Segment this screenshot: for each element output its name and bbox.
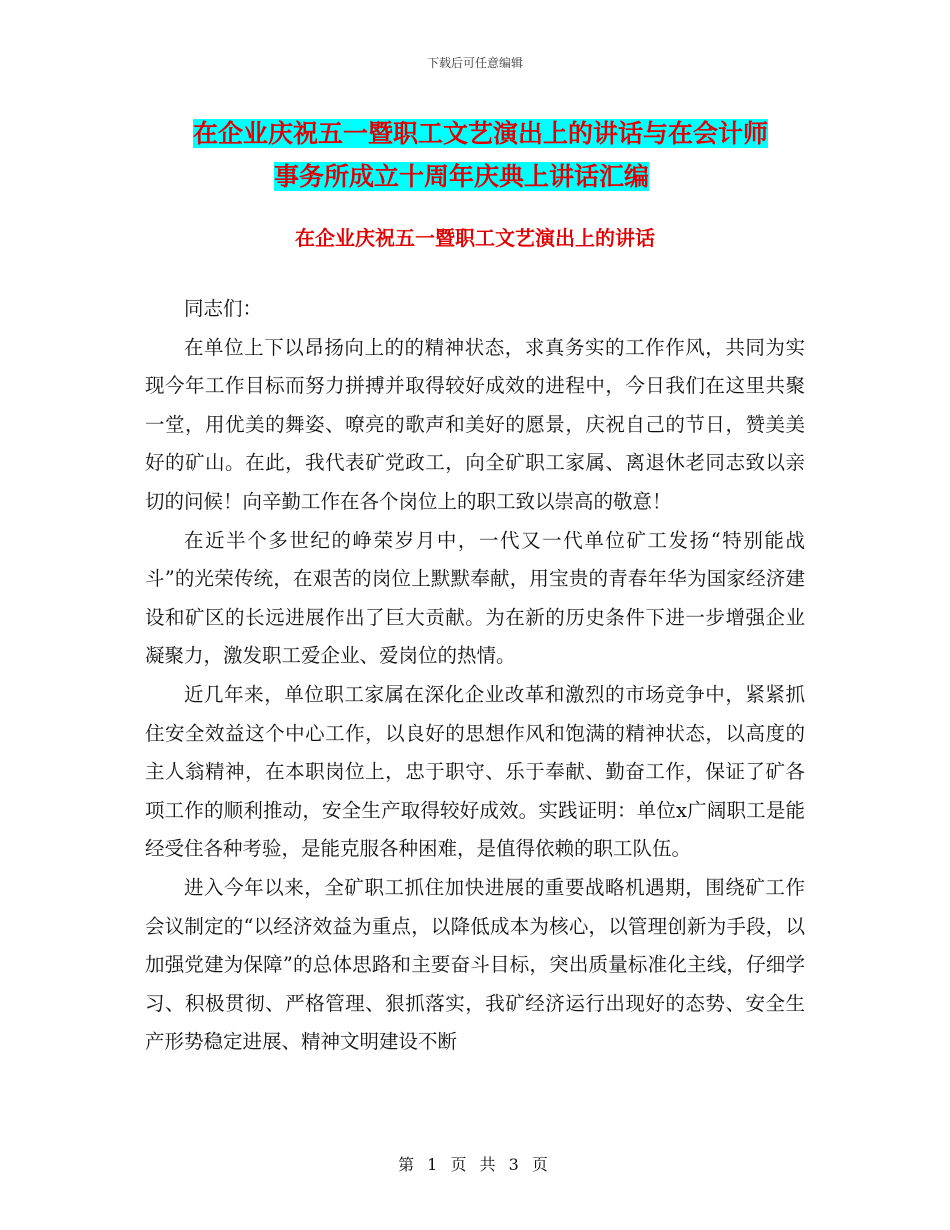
header-note: 下载后可任意编辑 (426, 56, 523, 70)
title-line-2-text: 事务所成立十周年庆典上讲话汇编 (274, 162, 650, 191)
paragraph-1: 在单位上下以昂扬向上的的精神状态，求真务实的工作作风，共同为实现今年工作目标而努力拼搏并取得较好成效的进程中，今日我们在这里共聚一堂，用优美的舞姿、嘹亮的歌声和美好的愿景，庆祝自己的节日，赞美美好的矿山。在此，我代表矿党政工，向全矿职工家属、离退休老同志致以亲切的问候！向辛勤工作在各个岗位上的职工致以崇高的敬意！ (145, 335, 805, 513)
page-footer: 第 1 页 共 3 页 (398, 1155, 552, 1174)
paragraph-4: 进入今年以来，全矿职工抓住加快进展的重要战略机遇期，围绕矿工作会议制定的“以经济效益为重点，以降低成本为核心，以管理创新为手段，以加强党建为保障”的总体思路和主要奋斗目标，突出质量标准化主线，仔细学习、积极贯彻、严格管理、狠抓落实，我矿经济运行出现好的态势、安全生产形势稳定进展、精神文明建设不断 (145, 875, 805, 1054)
body-text (145, 290, 805, 1062)
section-title: 在企业庆祝五一暨职工文艺演出上的讲话 (295, 226, 655, 250)
title-line-1-text: 在企业庆祝五一暨职工文艺演出上的讲话与在会计师 (193, 119, 769, 148)
document-title (175, 112, 815, 198)
paragraph-3: 近几年来，单位职工家属在深化企业改革和激烈的市场竞争中，紧紧抓住安全效益这个中心工作，以良好的思想作风和饱满的精神状态，以高度的主人翁精神，在本职岗位上，忠于职守、乐于奉献、勤奋工作，保证了矿各项工作的顺利推动，安全生产取得较好成效。实践证明：单位x广阔职工是能经受住各种考验，是能克服各种困难，是值得依赖的职工队伍。 (145, 682, 805, 861)
title-line-1 (175, 112, 815, 155)
title-line-2 (175, 155, 815, 198)
paragraph-2: 在近半个多世纪的峥荣岁月中，一代又一代单位矿工发扬“特别能战斗”的光荣传统，在艰苦的岗位上默默奉献，用宝贵的青春年华为国家经济建设和矿区的长远进展作出了巨大贡献。为在新的历史条件下进一步增强企业凝聚力，激发职工爱企业、爱岗位的热情。 (145, 528, 805, 668)
greeting: 同志们： (184, 297, 263, 320)
